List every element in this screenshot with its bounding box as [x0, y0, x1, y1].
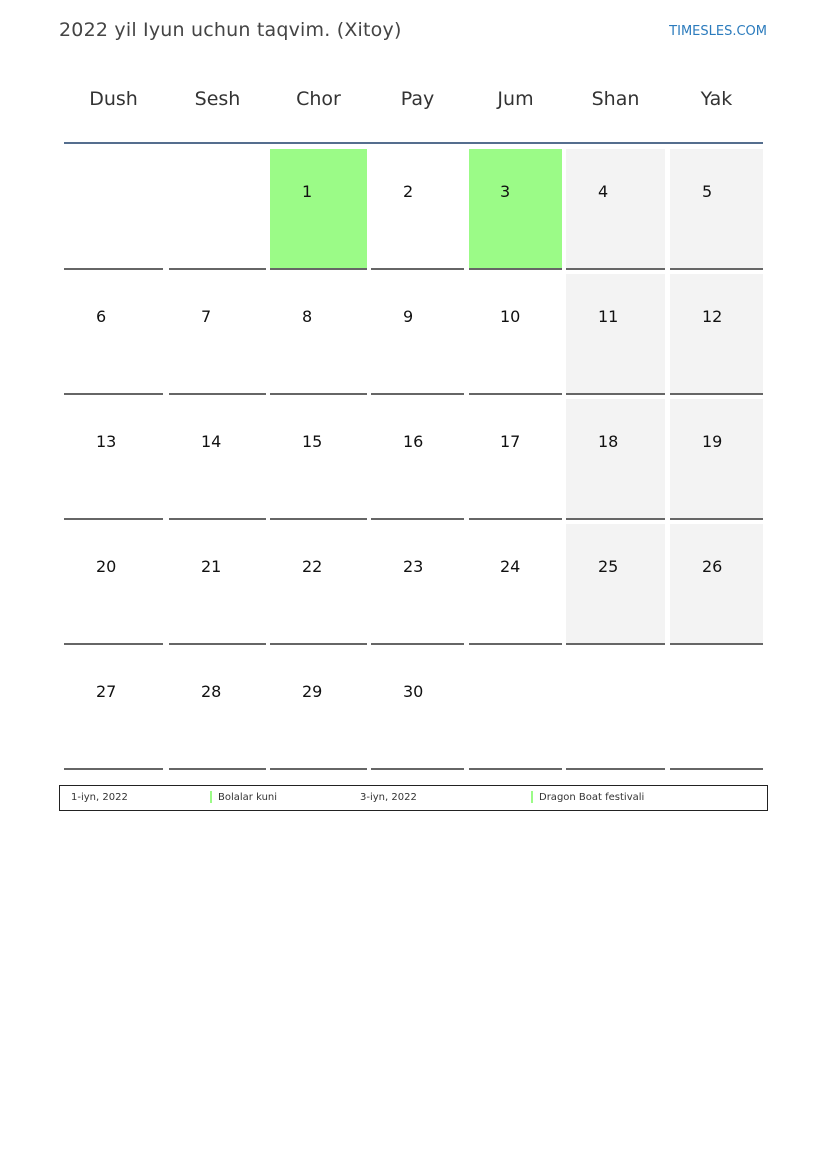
day-number: 25	[598, 557, 619, 576]
day-number: 16	[403, 432, 424, 451]
day-cell-19[interactable]	[670, 399, 763, 520]
day-number: 17	[500, 432, 521, 451]
day-number: 19	[702, 432, 723, 451]
weekday-header	[64, 88, 763, 120]
day-number: 4	[598, 182, 609, 201]
day-number: 20	[96, 557, 117, 576]
day-cell-10[interactable]	[469, 274, 562, 395]
legend-date-2: 3-iyn, 2022	[360, 792, 417, 803]
day-number: 12	[702, 307, 723, 326]
legend-color-marker	[531, 791, 533, 803]
day-cell-2[interactable]	[371, 149, 464, 270]
day-cell-23[interactable]	[371, 524, 464, 645]
day-number: 30	[403, 682, 424, 701]
empty-day-cell	[566, 649, 665, 770]
day-number: 9	[403, 307, 414, 326]
day-cell-25[interactable]	[566, 524, 665, 645]
day-number: 3	[500, 182, 511, 201]
day-cell-16[interactable]	[371, 399, 464, 520]
day-number: 21	[201, 557, 222, 576]
legend-color-marker	[210, 791, 212, 803]
day-number: 7	[201, 307, 212, 326]
empty-day-cell	[469, 649, 562, 770]
day-number: 11	[598, 307, 619, 326]
day-number: 13	[96, 432, 117, 451]
day-cell-20[interactable]	[64, 524, 163, 645]
legend-name-1: Bolalar kuni	[218, 792, 278, 803]
empty-day-cell	[670, 649, 763, 770]
day-cell-14[interactable]	[169, 399, 266, 520]
weekday-sat: Shan	[591, 88, 640, 110]
day-cell-15[interactable]	[270, 399, 367, 520]
empty-day-cell	[64, 149, 163, 270]
day-number: 8	[302, 307, 313, 326]
day-number: 26	[702, 557, 723, 576]
day-cell-5[interactable]	[670, 149, 763, 270]
day-cell-1[interactable]	[270, 149, 367, 270]
site-link[interactable]: TIMESLES.COM	[669, 24, 767, 39]
day-number: 2	[403, 182, 414, 201]
day-number: 10	[500, 307, 521, 326]
day-number: 27	[96, 682, 117, 701]
day-cell-27[interactable]	[64, 649, 163, 770]
day-cell-17[interactable]	[469, 399, 562, 520]
day-number: 15	[302, 432, 323, 451]
day-number: 14	[201, 432, 222, 451]
day-cell-8[interactable]	[270, 274, 367, 395]
weekday-fri: Jum	[497, 88, 534, 110]
day-number: 1	[302, 182, 313, 201]
day-number: 28	[201, 682, 222, 701]
day-number: 22	[302, 557, 323, 576]
weekday-wed: Chor	[296, 88, 341, 110]
day-cell-29[interactable]	[270, 649, 367, 770]
day-cell-22[interactable]	[270, 524, 367, 645]
page-title: 2022 yil Iyun uchun taqvim. (Xitoy)	[59, 19, 402, 41]
day-number: 29	[302, 682, 323, 701]
day-cell-28[interactable]	[169, 649, 266, 770]
day-number: 6	[96, 307, 107, 326]
day-cell-30[interactable]	[371, 649, 464, 770]
weekday-tue: Sesh	[194, 88, 241, 110]
day-cell-18[interactable]	[566, 399, 665, 520]
day-cell-12[interactable]	[670, 274, 763, 395]
weekday-thu: Pay	[400, 88, 435, 110]
day-number: 18	[598, 432, 619, 451]
day-cell-21[interactable]	[169, 524, 266, 645]
day-cell-9[interactable]	[371, 274, 464, 395]
day-cell-11[interactable]	[566, 274, 665, 395]
day-cell-6[interactable]	[64, 274, 163, 395]
day-number: 24	[500, 557, 521, 576]
day-cell-13[interactable]	[64, 399, 163, 520]
weekday-sun: Yak	[700, 88, 733, 110]
day-cell-24[interactable]	[469, 524, 562, 645]
holiday-legend	[59, 785, 768, 811]
legend-date-1: 1-iyn, 2022	[71, 792, 128, 803]
empty-day-cell	[169, 149, 266, 270]
weekday-mon: Dush	[89, 88, 138, 110]
day-cell-3[interactable]	[469, 149, 562, 270]
day-number: 23	[403, 557, 424, 576]
header-divider	[64, 142, 763, 144]
day-cell-26[interactable]	[670, 524, 763, 645]
day-number: 5	[702, 182, 713, 201]
legend-name-2: Dragon Boat festivali	[539, 792, 645, 803]
day-cell-4[interactable]	[566, 149, 665, 270]
day-cell-7[interactable]	[169, 274, 266, 395]
